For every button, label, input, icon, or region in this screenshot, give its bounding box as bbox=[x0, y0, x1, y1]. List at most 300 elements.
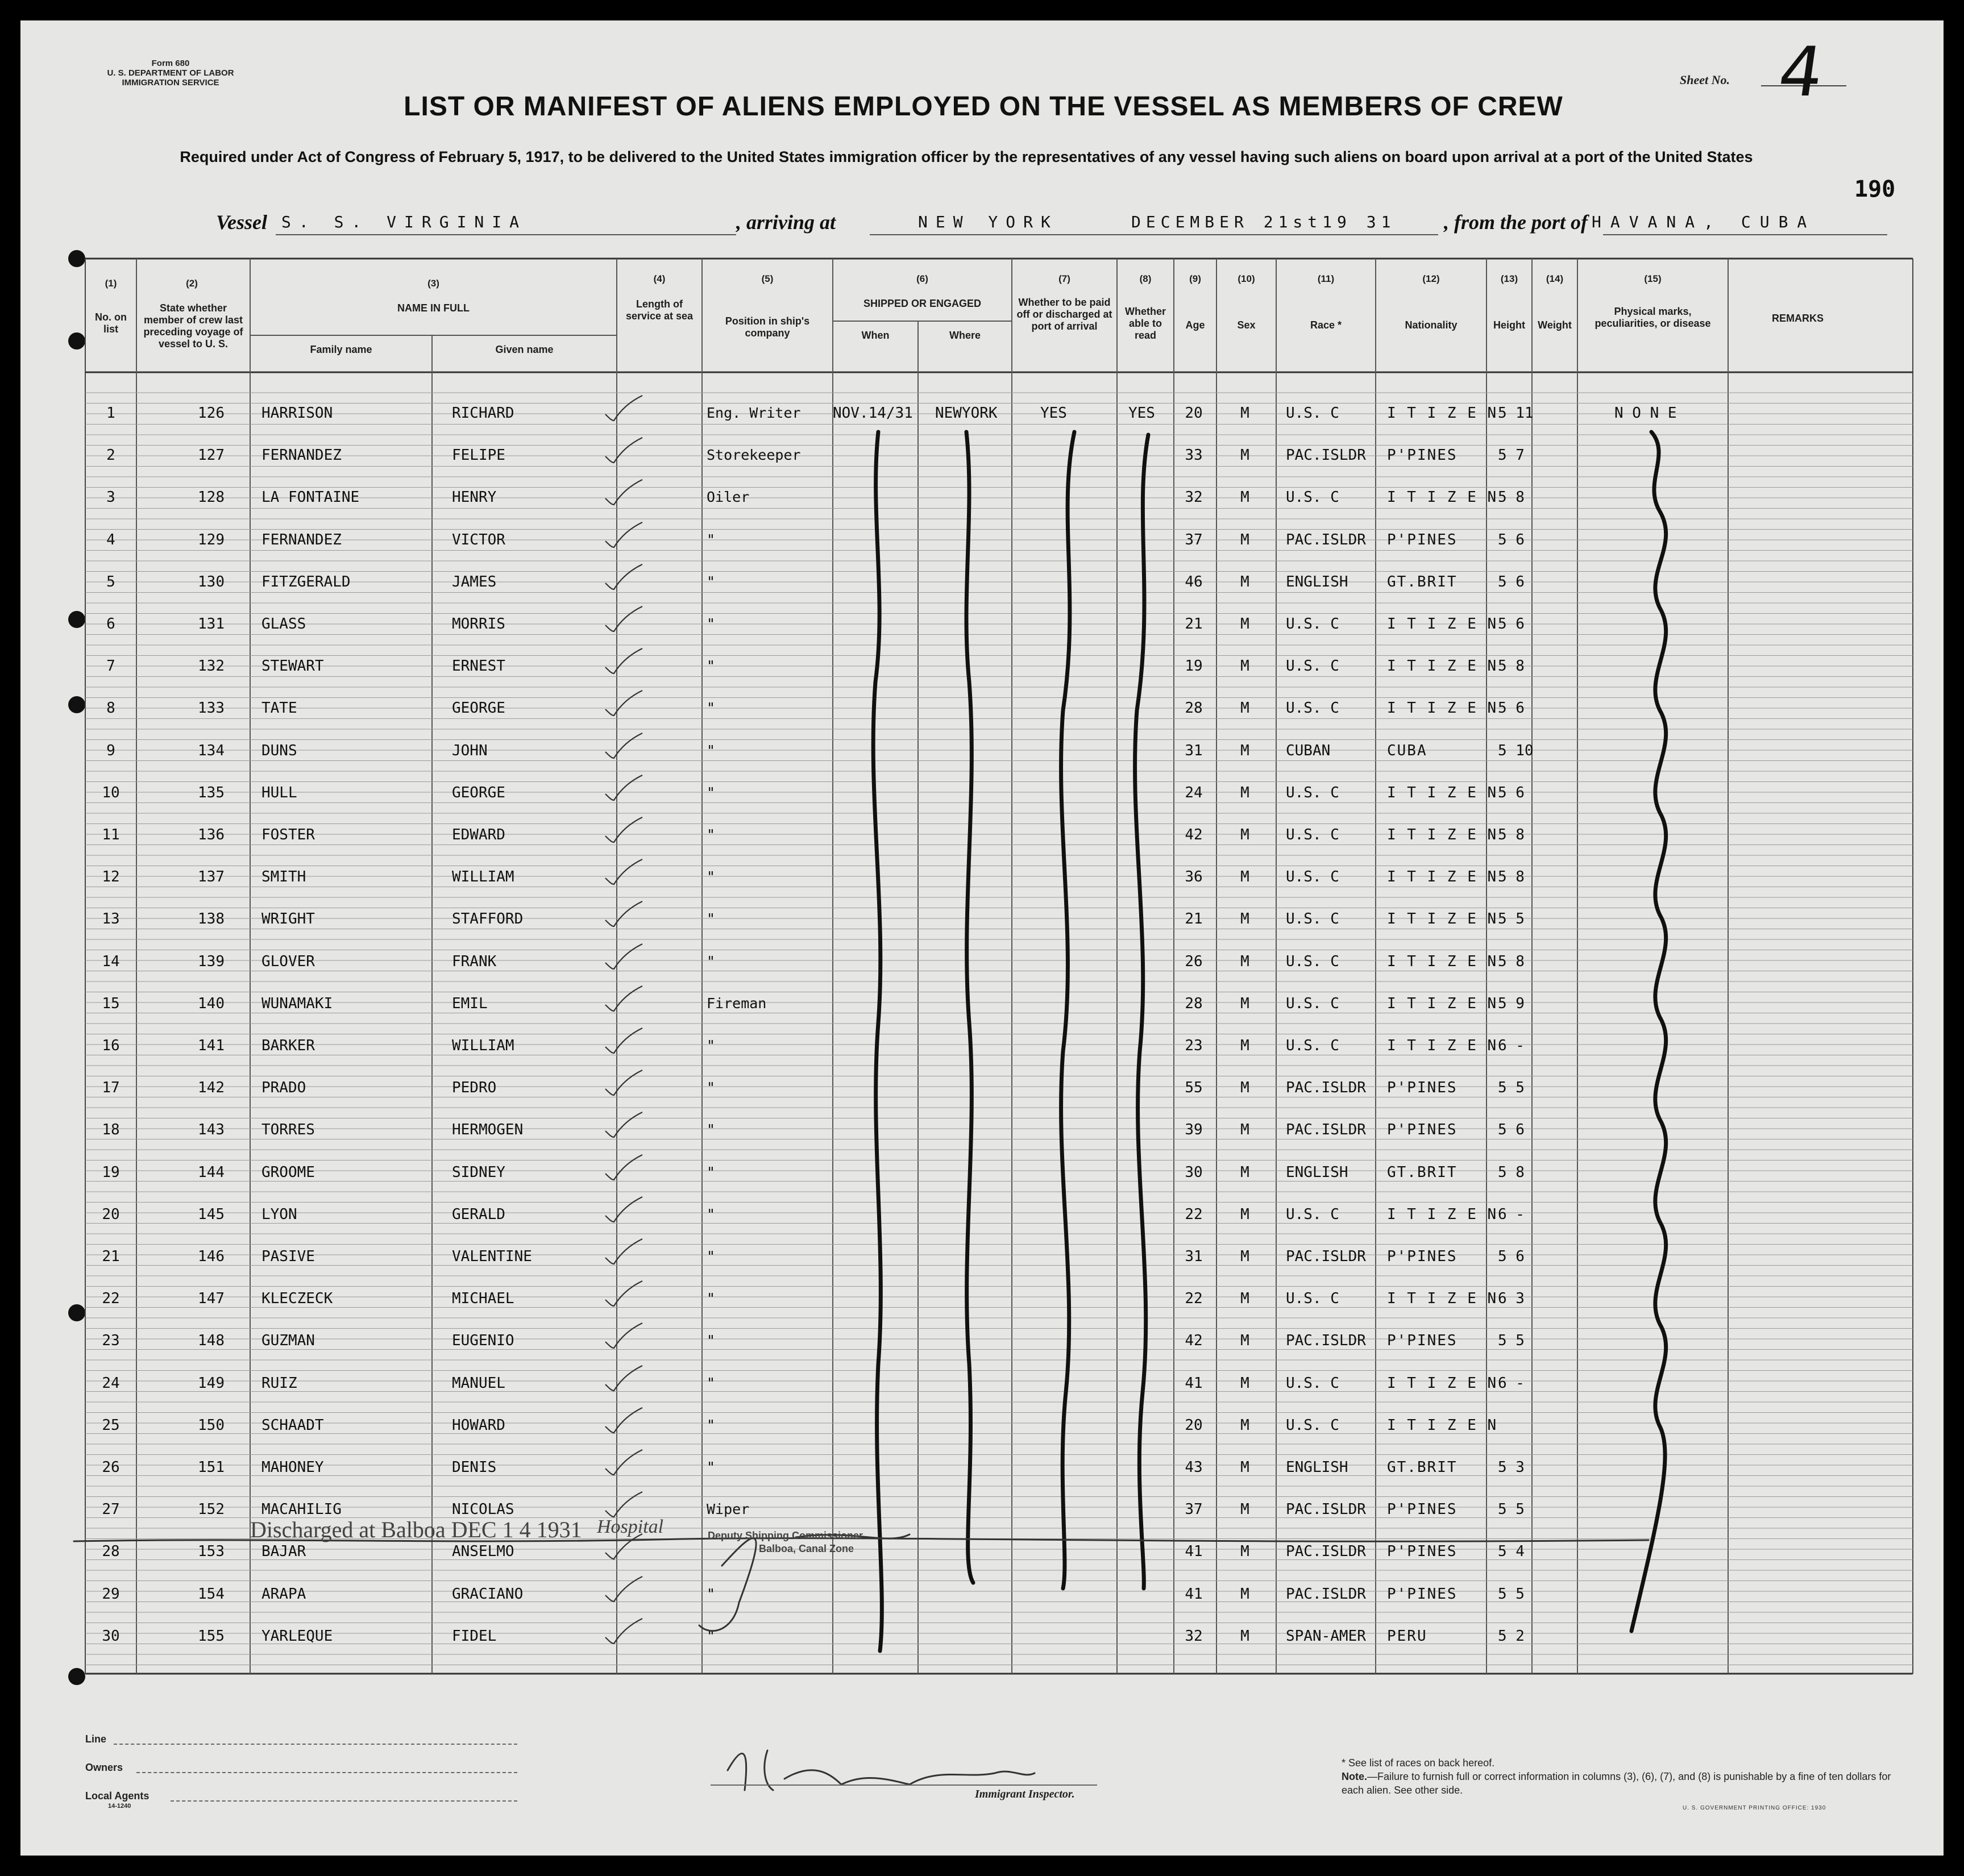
inspector-line bbox=[711, 1785, 1097, 1786]
cell-given: EUGENIO bbox=[452, 1332, 514, 1350]
col12-number: (12) bbox=[1422, 273, 1440, 284]
cell-prev: 147 bbox=[198, 1290, 225, 1308]
cell-height: 5 6 bbox=[1498, 615, 1525, 633]
ditto-line-paid bbox=[1061, 432, 1074, 1588]
cell-given: MANUEL bbox=[452, 1374, 505, 1392]
cell-sex: M bbox=[1240, 615, 1249, 633]
cell-no: 11 bbox=[102, 826, 120, 843]
cell-family: FOSTER bbox=[261, 826, 315, 843]
cell-no: 5 bbox=[106, 573, 115, 590]
owners-label: Owners bbox=[85, 1762, 123, 1773]
printing-office: U. S. GOVERNMENT PRINTING OFFICE: 1930 bbox=[1683, 1805, 1826, 1811]
cell-no: 2 bbox=[106, 447, 115, 464]
col12-header: Nationality bbox=[1405, 319, 1458, 331]
cell-race: U.S. C bbox=[1286, 489, 1339, 506]
cell-prev: 130 bbox=[198, 573, 225, 590]
cell-nationality: I T I Z E N bbox=[1387, 658, 1498, 675]
ditto-line-when bbox=[873, 432, 882, 1651]
cell-prev: 145 bbox=[198, 1205, 225, 1223]
cell-nationality: P'PINES bbox=[1387, 1585, 1458, 1603]
cell-age: 37 bbox=[1185, 1501, 1203, 1519]
cell-sex: M bbox=[1240, 405, 1249, 422]
cell-prev: 132 bbox=[198, 658, 225, 675]
cell-height: 5 6 bbox=[1498, 784, 1525, 801]
cell-race: U.S. C bbox=[1286, 1416, 1339, 1434]
cell-position: " bbox=[707, 700, 716, 717]
cell-when: NOV.14/31 bbox=[833, 405, 913, 422]
cell-prev: 139 bbox=[198, 952, 225, 970]
cell-age: 39 bbox=[1185, 1121, 1203, 1139]
cell-no: 9 bbox=[106, 742, 115, 759]
cell-race: ENGLISH bbox=[1286, 573, 1348, 590]
col15-number: (15) bbox=[1644, 273, 1662, 284]
cell-family: SCHAADT bbox=[261, 1416, 324, 1434]
cell-race: PAC.ISLDR bbox=[1286, 447, 1366, 464]
cell-sex: M bbox=[1240, 910, 1249, 928]
cell-age: 43 bbox=[1185, 1459, 1203, 1476]
cell-height: 5 2 bbox=[1498, 1627, 1525, 1645]
cell-height: 5 6 bbox=[1498, 1248, 1525, 1265]
cell-family: FERNANDEZ bbox=[261, 447, 342, 464]
cell-position: " bbox=[707, 784, 716, 801]
cell-prev: 142 bbox=[198, 1079, 225, 1097]
cell-prev: 127 bbox=[198, 447, 225, 464]
cell-prev: 153 bbox=[198, 1543, 225, 1561]
cell-nationality: P'PINES bbox=[1387, 1248, 1458, 1265]
cell-age: 20 bbox=[1185, 1416, 1203, 1434]
cell-age: 55 bbox=[1185, 1079, 1203, 1097]
cell-given: HENRY bbox=[452, 489, 497, 506]
cell-prev: 149 bbox=[198, 1374, 225, 1392]
cell-given: GRACIANO bbox=[452, 1585, 524, 1603]
cell-height: 5 8 bbox=[1498, 952, 1525, 970]
cell-no: 14 bbox=[102, 952, 120, 970]
cell-given: VICTOR bbox=[452, 531, 505, 548]
cell-family: MAHONEY bbox=[261, 1459, 324, 1476]
cell-height: 5 9 bbox=[1498, 995, 1525, 1012]
cell-sex: M bbox=[1240, 1121, 1249, 1139]
cell-given: GEORGE bbox=[452, 784, 505, 801]
cell-age: 21 bbox=[1185, 910, 1203, 928]
cell-no: 4 bbox=[106, 531, 115, 548]
cell-position: Storekeeper bbox=[707, 447, 801, 464]
cell-no: 23 bbox=[102, 1332, 120, 1350]
cell-position: " bbox=[707, 1037, 716, 1054]
cell-nationality: P'PINES bbox=[1387, 1501, 1458, 1519]
cell-given: MORRIS bbox=[452, 615, 505, 633]
cell-given: JAMES bbox=[452, 573, 497, 590]
cell-race: U.S. C bbox=[1286, 995, 1339, 1012]
cell-no: 29 bbox=[102, 1585, 120, 1603]
col1-number: (1) bbox=[105, 278, 117, 289]
cell-age: 36 bbox=[1185, 868, 1203, 886]
cell-no: 7 bbox=[106, 658, 115, 675]
cell-sex: M bbox=[1240, 868, 1249, 886]
cell-family: LA FONTAINE bbox=[261, 489, 360, 506]
cell-prev: 137 bbox=[198, 868, 225, 886]
cell-sex: M bbox=[1240, 826, 1249, 843]
cell-prev: 141 bbox=[198, 1037, 225, 1054]
cell-nationality: GT.BRIT bbox=[1387, 1459, 1458, 1476]
cell-prev: 148 bbox=[198, 1332, 225, 1350]
cell-given: PEDRO bbox=[452, 1079, 497, 1097]
cell-sex: M bbox=[1240, 1163, 1249, 1181]
cell-nationality: GT.BRIT bbox=[1387, 573, 1458, 590]
cell-nationality: I T I Z E N bbox=[1387, 1205, 1498, 1223]
arrival-port: NEW YORK bbox=[918, 213, 1058, 231]
cell-race: PAC.ISLDR bbox=[1286, 1543, 1366, 1561]
cell-height: 5 6 bbox=[1498, 573, 1525, 590]
cell-race: U.S. C bbox=[1286, 405, 1339, 422]
col1-header: No. on list bbox=[95, 311, 127, 335]
cell-no: 19 bbox=[102, 1163, 120, 1181]
cell-given: HERMOGEN bbox=[452, 1121, 524, 1139]
cell-nationality: GT.BRIT bbox=[1387, 1163, 1458, 1181]
ditto-line-read bbox=[1135, 435, 1148, 1588]
cell-nationality: I T I Z E N bbox=[1387, 700, 1498, 717]
cell-race: PAC.ISLDR bbox=[1286, 531, 1366, 548]
cell-nationality: P'PINES bbox=[1387, 531, 1458, 548]
cell-position: " bbox=[707, 1163, 716, 1180]
cell-prev: 128 bbox=[198, 489, 225, 506]
cell-prev: 143 bbox=[198, 1121, 225, 1139]
cell-sex: M bbox=[1240, 742, 1249, 759]
cell-height: 5 11 bbox=[1498, 405, 1534, 422]
col2-number: (2) bbox=[186, 278, 198, 289]
cell-race: U.S. C bbox=[1286, 868, 1339, 886]
hospital-note: Hospital bbox=[597, 1516, 664, 1537]
cell-sex: M bbox=[1240, 952, 1249, 970]
cell-nationality: I T I Z E N bbox=[1387, 615, 1498, 633]
immigrant-inspector-label: Immigrant Inspector. bbox=[975, 1788, 1075, 1800]
cell-position: " bbox=[707, 658, 716, 675]
cell-given: WILLIAM bbox=[452, 868, 514, 886]
cell-race: PAC.ISLDR bbox=[1286, 1332, 1366, 1350]
cell-given: MICHAEL bbox=[452, 1290, 514, 1308]
cell-height: 5 8 bbox=[1498, 489, 1525, 506]
cell-no: 26 bbox=[102, 1459, 120, 1476]
cell-sex: M bbox=[1240, 531, 1249, 548]
from-port: HAVANA, CUBA bbox=[1592, 213, 1816, 231]
cell-given: ERNEST bbox=[452, 658, 505, 675]
cell-race: PAC.ISLDR bbox=[1286, 1121, 1366, 1139]
cell-position: " bbox=[707, 1585, 716, 1602]
col4-number: (4) bbox=[653, 273, 666, 284]
cell-no: 10 bbox=[102, 784, 120, 801]
col13-number: (13) bbox=[1500, 273, 1518, 284]
col5-header: Position in ship's company bbox=[725, 315, 810, 339]
col6-header: SHIPPED OR ENGAGED bbox=[863, 298, 982, 309]
service-name: IMMIGRATION SERVICE bbox=[122, 78, 219, 88]
cell-family: YARLEQUE bbox=[261, 1627, 333, 1645]
cell-race: U.S. C bbox=[1286, 1374, 1339, 1392]
col14-header: Weight bbox=[1538, 319, 1572, 331]
cell-position: " bbox=[707, 1290, 716, 1307]
cell-height: 5 8 bbox=[1498, 1163, 1525, 1181]
cell-race: U.S. C bbox=[1286, 1205, 1339, 1223]
cell-prev: 131 bbox=[198, 615, 225, 633]
cell-position: Oiler bbox=[707, 489, 750, 506]
cell-height: 5 8 bbox=[1498, 868, 1525, 886]
cell-sex: M bbox=[1240, 1585, 1249, 1603]
col6-number: (6) bbox=[916, 273, 928, 284]
cell-family: HULL bbox=[261, 784, 297, 801]
cell-prev: 136 bbox=[198, 826, 225, 843]
line-label: Line bbox=[85, 1733, 107, 1745]
cell-no: 15 bbox=[102, 995, 120, 1012]
cell-position: " bbox=[707, 742, 716, 759]
race-footnote: * See list of races on back hereof. bbox=[1342, 1757, 1495, 1769]
cell-race: CUBAN bbox=[1286, 742, 1331, 759]
cell-nationality: P'PINES bbox=[1387, 1332, 1458, 1350]
cell-given: WILLIAM bbox=[452, 1037, 514, 1054]
note-label: Note. bbox=[1342, 1771, 1367, 1782]
cell-nationality: CUBA bbox=[1387, 742, 1427, 759]
cell-age: 32 bbox=[1185, 1627, 1203, 1645]
col7-header: Whether to be paid off or discharged at port of arrival bbox=[1016, 297, 1112, 332]
cell-nationality: I T I Z E N bbox=[1387, 1374, 1498, 1392]
cell-race: U.S. C bbox=[1286, 615, 1339, 633]
page-title: LIST OR MANIFEST OF ALIENS EMPLOYED ON THE VESSEL AS MEMBERS OF CREW bbox=[404, 91, 1563, 122]
cell-race: ENGLISH bbox=[1286, 1459, 1348, 1476]
col4-header: Length of service at sea bbox=[625, 298, 694, 322]
cell-nationality: P'PINES bbox=[1387, 1121, 1458, 1139]
cell-position: Eng. Writer bbox=[707, 405, 801, 421]
cell-no: 13 bbox=[102, 910, 120, 928]
cell-prev: 126 bbox=[198, 405, 225, 422]
cell-race: U.S. C bbox=[1286, 910, 1339, 928]
cell-position: " bbox=[707, 1121, 716, 1138]
form-number: Form 680 bbox=[151, 59, 190, 68]
cell-prev: 150 bbox=[198, 1416, 225, 1434]
cell-race: U.S. C bbox=[1286, 826, 1339, 843]
vessel-name: S. S. VIRGINIA bbox=[281, 213, 528, 231]
cell-race: U.S. C bbox=[1286, 1290, 1339, 1308]
col8-header: Whether able to read bbox=[1125, 306, 1166, 341]
col7-number: (7) bbox=[1058, 273, 1070, 284]
cell-family: FERNANDEZ bbox=[261, 531, 342, 548]
vessel-label: Vessel bbox=[216, 211, 267, 234]
cell-position: " bbox=[707, 1627, 716, 1644]
cell-sex: M bbox=[1240, 1543, 1249, 1561]
cell-sex: M bbox=[1240, 1205, 1249, 1223]
cell-sex: M bbox=[1240, 489, 1249, 506]
col8-number: (8) bbox=[1139, 273, 1152, 284]
col6-where-header: Where bbox=[949, 330, 981, 341]
cell-race: PAC.ISLDR bbox=[1286, 1079, 1366, 1097]
cell-age: 31 bbox=[1185, 1248, 1203, 1265]
cell-given: VALENTINE bbox=[452, 1248, 532, 1265]
col9-number: (9) bbox=[1189, 273, 1201, 284]
cell-age: 20 bbox=[1185, 405, 1203, 422]
cell-sex: M bbox=[1240, 1627, 1249, 1645]
remarks-header: REMARKS bbox=[1771, 313, 1824, 324]
cell-height: 6 - bbox=[1498, 1205, 1525, 1223]
cell-age: 37 bbox=[1185, 531, 1203, 548]
cell-family: FITZGERALD bbox=[261, 573, 351, 590]
cell-height: 5 5 bbox=[1498, 910, 1525, 928]
cell-race: PAC.ISLDR bbox=[1286, 1248, 1366, 1265]
cell-height: 6 - bbox=[1498, 1037, 1525, 1054]
cell-no: 30 bbox=[102, 1627, 120, 1645]
cell-no: 12 bbox=[102, 868, 120, 886]
cell-given: FRANK bbox=[452, 952, 497, 970]
cell-family: BARKER bbox=[261, 1037, 315, 1054]
cell-nationality: I T I Z E N bbox=[1387, 868, 1498, 886]
page-subtitle: Required under Act of Congress of February 5, 1917, to be delivered to the United States immigration officer by the representatives of any vessel having such aliens on board upon arrival at a port of the United States bbox=[180, 148, 1753, 165]
cell-position: " bbox=[707, 1459, 716, 1475]
cell-given: EDWARD bbox=[452, 826, 505, 843]
cell-height: 5 10 bbox=[1498, 742, 1534, 759]
cell-sex: M bbox=[1240, 1416, 1249, 1434]
cell-given: DENIS bbox=[452, 1459, 497, 1476]
cell-prev: 152 bbox=[198, 1501, 225, 1519]
cell-position: " bbox=[707, 1205, 716, 1222]
cell-given: NICOLAS bbox=[452, 1501, 514, 1519]
cell-height: 5 6 bbox=[1498, 531, 1525, 548]
cell-race: SPAN-AMER bbox=[1286, 1627, 1366, 1645]
cell-sex: M bbox=[1240, 1248, 1249, 1265]
cell-family: KLECZECK bbox=[261, 1290, 333, 1308]
cell-nationality: I T I Z E N bbox=[1387, 910, 1498, 928]
col2-header: State whether member of crew last preceding voyage of vessel to U. S. bbox=[143, 302, 243, 350]
cell-family: SMITH bbox=[261, 868, 306, 886]
cell-nationality: P'PINES bbox=[1387, 1543, 1458, 1561]
cell-family: MACAHILIG bbox=[261, 1501, 342, 1519]
cell-nationality: I T I Z E N bbox=[1387, 995, 1498, 1012]
cell-position: " bbox=[707, 1248, 716, 1264]
cell-age: 31 bbox=[1185, 742, 1203, 759]
cell-position: " bbox=[707, 910, 716, 927]
cell-no: 1 bbox=[106, 405, 115, 422]
cell-age: 28 bbox=[1185, 995, 1203, 1012]
col6-when-header: When bbox=[861, 330, 890, 341]
local-agents-label: Local Agents bbox=[85, 1790, 150, 1802]
cell-prev: 129 bbox=[198, 531, 225, 548]
col10-number: (10) bbox=[1238, 273, 1255, 284]
cell-position: " bbox=[707, 868, 716, 885]
cell-family: GROOME bbox=[261, 1163, 315, 1181]
cell-race: U.S. C bbox=[1286, 658, 1339, 675]
cell-given: JOHN bbox=[452, 742, 488, 759]
cell-age: 32 bbox=[1185, 489, 1203, 506]
cell-no: 21 bbox=[102, 1248, 120, 1265]
cell-given: GERALD bbox=[452, 1205, 505, 1223]
cell-prev: 155 bbox=[198, 1627, 225, 1645]
cell-nationality: I T I Z E N bbox=[1387, 826, 1498, 843]
cell-prev: 134 bbox=[198, 742, 225, 759]
col13-header: Height bbox=[1493, 319, 1525, 331]
cell-height: 5 6 bbox=[1498, 1121, 1525, 1139]
cell-height: 5 6 bbox=[1498, 700, 1525, 717]
cell-position: " bbox=[707, 1079, 716, 1096]
cell-age: 42 bbox=[1185, 1332, 1203, 1350]
cell-age: 26 bbox=[1185, 952, 1203, 970]
cell-no: 20 bbox=[102, 1205, 120, 1223]
cell-given: SIDNEY bbox=[452, 1163, 505, 1181]
cell-sex: M bbox=[1240, 1332, 1249, 1350]
cell-read: YES bbox=[1128, 405, 1155, 422]
cell-height: 5 5 bbox=[1498, 1585, 1525, 1603]
cell-family: PASIVE bbox=[261, 1248, 315, 1265]
cell-no: 24 bbox=[102, 1374, 120, 1392]
cell-height: 5 5 bbox=[1498, 1501, 1525, 1519]
penalty-note bbox=[1342, 1770, 1899, 1797]
cell-age: 46 bbox=[1185, 573, 1203, 590]
cell-nationality: I T I Z E N bbox=[1387, 1290, 1498, 1308]
cell-race: U.S. C bbox=[1286, 1037, 1339, 1054]
cell-family: ARAPA bbox=[261, 1585, 306, 1603]
cell-sex: M bbox=[1240, 784, 1249, 801]
cell-sex: M bbox=[1240, 1501, 1249, 1519]
cell-prev: 140 bbox=[198, 995, 225, 1012]
cell-marks: N O N E bbox=[1614, 405, 1677, 422]
cell-race: ENGLISH bbox=[1286, 1163, 1348, 1181]
department-name: U. S. DEPARTMENT OF LABOR bbox=[107, 68, 234, 78]
cell-sex: M bbox=[1240, 447, 1249, 464]
cell-height: 5 8 bbox=[1498, 826, 1525, 843]
cell-sex: M bbox=[1240, 658, 1249, 675]
cell-family: TORRES bbox=[261, 1121, 315, 1139]
cell-age: 21 bbox=[1185, 615, 1203, 633]
cell-nationality: I T I Z E N bbox=[1387, 1416, 1498, 1434]
cell-age: 28 bbox=[1185, 700, 1203, 717]
cell-position: " bbox=[707, 573, 716, 590]
col14-number: (14) bbox=[1546, 273, 1564, 284]
cell-age: 42 bbox=[1185, 826, 1203, 843]
cell-age: 30 bbox=[1185, 1163, 1203, 1181]
cell-nationality: P'PINES bbox=[1387, 1079, 1458, 1097]
cell-family: RUIZ bbox=[261, 1374, 297, 1392]
cell-sex: M bbox=[1240, 1374, 1249, 1392]
cell-no: 27 bbox=[102, 1501, 120, 1519]
cell-nationality: I T I Z E N bbox=[1387, 952, 1498, 970]
from-port-label: , from the port of bbox=[1444, 211, 1588, 234]
cell-family: GUZMAN bbox=[261, 1332, 315, 1350]
cell-family: TATE bbox=[261, 700, 297, 717]
arrival-date: DECEMBER 21st19 31 bbox=[1131, 213, 1396, 231]
cell-family: BAJAR bbox=[261, 1543, 306, 1561]
cell-age: 33 bbox=[1185, 447, 1203, 464]
cell-nationality: I T I Z E N bbox=[1387, 405, 1498, 422]
cell-prev: 146 bbox=[198, 1248, 225, 1265]
col5-number: (5) bbox=[761, 273, 774, 284]
col11-header: Race * bbox=[1310, 319, 1342, 331]
cell-sex: M bbox=[1240, 700, 1249, 717]
ditto-line-where bbox=[966, 432, 973, 1583]
cell-prev: 151 bbox=[198, 1459, 225, 1476]
col15-header: Physical marks, peculiarities, or disease bbox=[1595, 306, 1711, 329]
cell-no: 17 bbox=[102, 1079, 120, 1097]
cell-position: " bbox=[707, 1332, 716, 1349]
cell-sex: M bbox=[1240, 1037, 1249, 1054]
cell-prev: 133 bbox=[198, 700, 225, 717]
cell-given: HOWARD bbox=[452, 1416, 505, 1434]
cell-family: STEWART bbox=[261, 658, 324, 675]
line-field bbox=[114, 1744, 517, 1745]
cell-no: 22 bbox=[102, 1290, 120, 1308]
cell-paid: YES bbox=[1040, 405, 1067, 422]
cell-race: PAC.ISLDR bbox=[1286, 1501, 1366, 1519]
cell-height: 6 3 bbox=[1498, 1290, 1525, 1308]
cell-sex: M bbox=[1240, 573, 1249, 590]
cell-given: ANSELMO bbox=[452, 1543, 514, 1561]
cell-position: " bbox=[707, 952, 716, 970]
cell-given: FIDEL bbox=[452, 1627, 497, 1645]
cell-no: 6 bbox=[106, 615, 115, 633]
cell-family: LYON bbox=[261, 1205, 297, 1223]
cell-given: GEORGE bbox=[452, 700, 505, 717]
